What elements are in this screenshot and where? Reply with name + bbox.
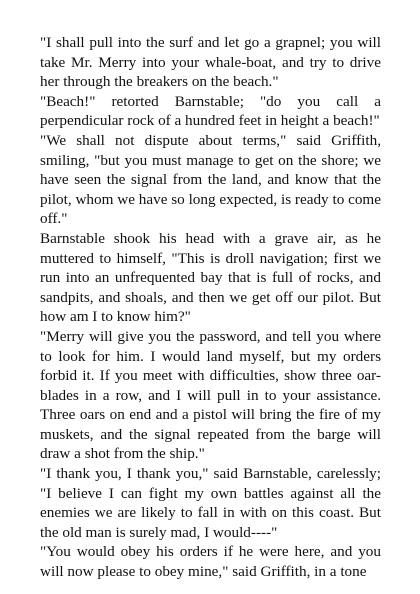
- paragraph-grapnel-order: "I shall pull into the surf and let go a grapnel; you will take Mr. Merry into your whale-boat, and try to drive her through the breakers on the beach.": [40, 34, 381, 91]
- book-page-text: [40, 33, 381, 582]
- paragraph-droll-navigation: Barnstable shook his head with a grave air, as he muttered to himself, "This is droll navigation; first we run into an unfrequented bay that is full of rocks, and sandpits, and shoals, and then we get off our pilot. But how am I to know him?": [40, 229, 381, 326]
- paragraph-dispute-terms: "We shall not dispute about terms," said Griffith, smiling, "but you must manage to get on the shore; we have seen the signal from the land, and know that the pilot, whom we have so long expected, is ready to come off.": [40, 131, 381, 228]
- paragraph-obey-orders: "You would obey his orders if he were here, and you will now please to obey mine," said Griffith, in a tone: [40, 543, 381, 581]
- paragraph-password-instructions: "Merry will give you the password, and tell you where to look for him. I would land myself, but my orders forbid it. If you meet with difficulties, show three oar-blades in a row, and I will pull in to your assistance. Three oars on end and a pistol will bring the fire of my muskets, and the signal repeated from the barge will draw a shot from the ship.": [40, 327, 381, 463]
- paragraph-thank-you: "I thank you, I thank you," said Barnstable, carelessly; "I believe I can fight my own battles against all the enemies we are likely to fall in with on this coast. But the old man is surely mad, I would----": [40, 465, 381, 541]
- paragraph-beach-retort: "Beach!" retorted Barnstable; "do you call a perpendicular rock of a hundred feet in height a beach!": [40, 92, 381, 130]
